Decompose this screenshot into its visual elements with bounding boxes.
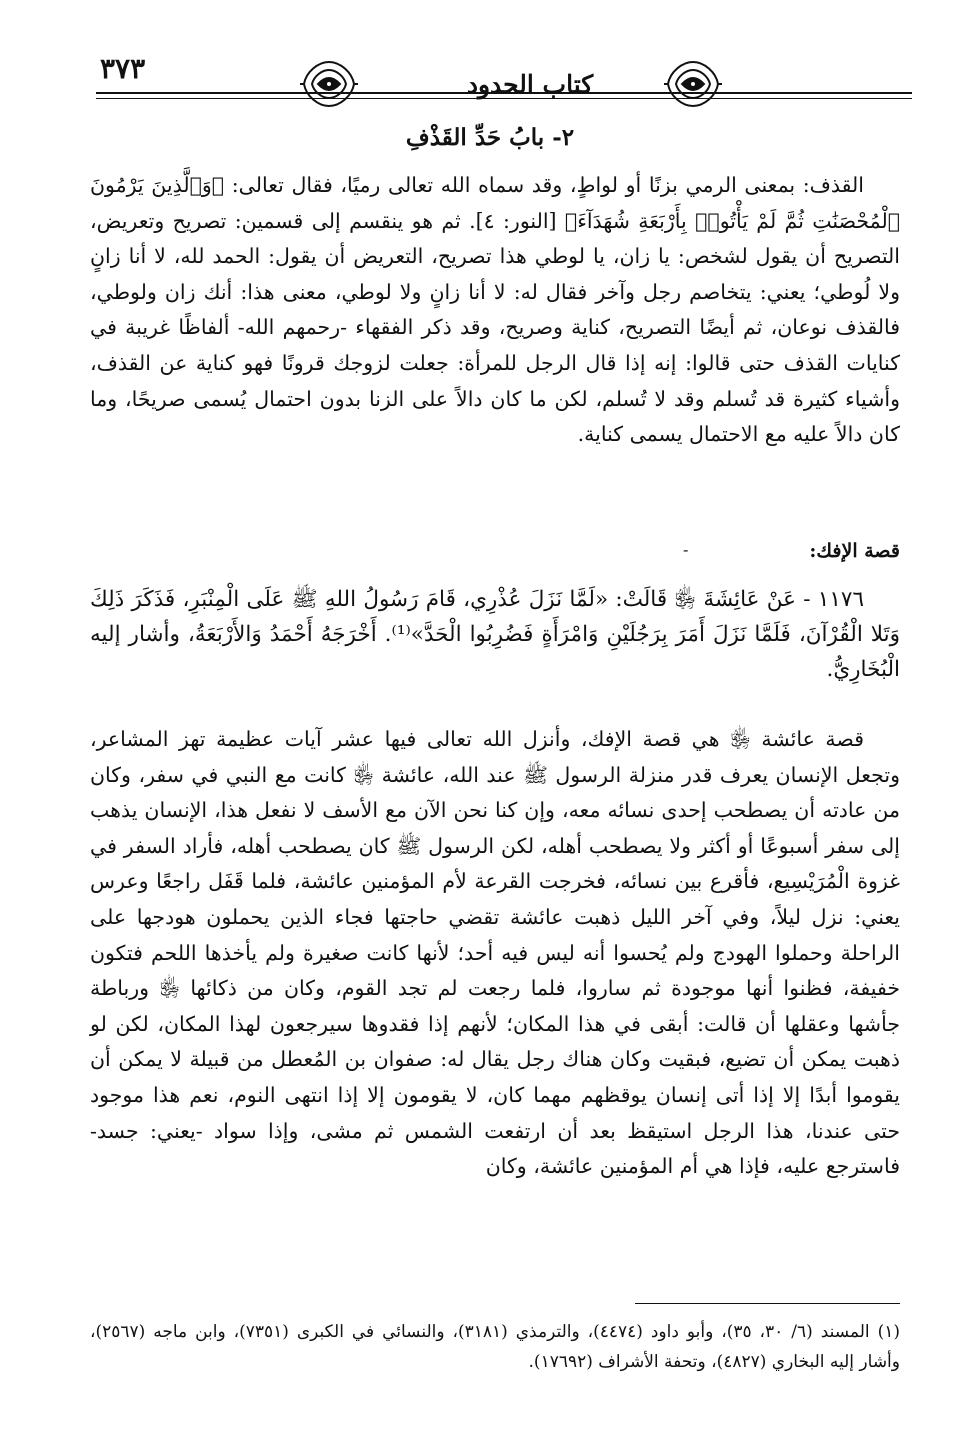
left-ornament-icon: [300, 58, 358, 110]
section-heading: قصة الإفك:: [809, 540, 900, 562]
page-number: ٣٧٣: [100, 52, 146, 85]
right-ornament-icon: [664, 58, 722, 110]
intro-text: القذف: بمعنى الرمي بزنًا أو لواطٍ، وقد سماه الله تعالى رميًا، فقال تعالى: ﴿وَٱلَّذِينَ يَرْمُونَ ٱلْمُحْصَنَٰتِ ثُمَّ لَمْ يَأْتُوا۟ بِأَرْبَعَةِ شُهَدَآءَ﴾ [النور: ٤]. ثم هو ينقسم إلى قسمين: تصريح وتعريض، التصريح أن يقول لشخص: يا زان، يا لوطي هذا تصريح، التعريض أن يقول: الحمد لله، لا أنا زانٍ ولا لُوطي؛ يعني: يتخاصم رجل وآخر فقال له: لا أنا زانٍ ولا لوطي، معنى هذا: أنك زان ولوطي، فالقذف نوعان، ثم أيضًا التصريح، كناية وصريح، وقد ذكر الفقهاء -رحمهم الله- ألفاظًا غريبة في كنايات القذف حتى قالوا: إنه إذا قال الرجل للمرأة: جعلت لزوجك قرونًا فهو كناية عن القذف، وأشياء كثيرة قد تُسلم وقد لا تُسلم، لكن ما كان دالاً على الزنا بدون احتمال يُسمى صريحًا، وما كان دالاً عليه مع الاحتمال يسمى كناية.: [90, 173, 900, 447]
footnote-text: (١) المسند (٦/ ٣٠، ٣٥)، وأبو داود (٤٤٧٤)، والترمذي (٣١٨١)، والنسائي في الكبرى (٧٣٥١)، وابن ماجه (٢٥٦٧)، وأشار إليه البخاري (٤٨٢٧)، وتحفة الأشراف (١٧٦٩٢).: [90, 1322, 900, 1372]
book-title: كتاب الحدود: [466, 70, 594, 99]
header-rule: [96, 92, 912, 99]
story-paragraph: [90, 722, 900, 1185]
intro-paragraph: [90, 168, 900, 453]
footnote-rule: [635, 1303, 900, 1304]
chapter-title: ٢- بابُ حَدِّ القَذْفِ: [405, 124, 575, 151]
footnote: [90, 1317, 900, 1377]
story-text: قصة عائشة ﵂ هي قصة الإفك، وأنزل الله تعالى فيها عشر آيات عظيمة تهز المشاعر، وتجعل الإنسان يعرف قدر منزلة الرسول ﷺ عند الله، عائشة ﵂ كانت مع النبي في سفر، وكان من عادته أن يصطحب إحدى نسائه معه، وإن كنا نحن الآن مع الأسف لا نفعل هذا، الإنسان يذهب إلى سفر أسبوعًا أو أكثر ولا يصطحب أهله، لكن الرسول ﷺ كان يصطحب أهله، فأراد السفر في غزوة الْمُرَيْسِيع، فأقرع بين نسائه، فخرجت القرعة لأم المؤمنين عائشة، فلما قَفَل راجعًا وعرس يعني: نزل ليلاً، وفي آخر الليل ذهبت عائشة تقضي حاجتها فجاء الذين يحملون هودجها على الراحلة وحملوا الهودج ولم يُحسوا أنه ليس فيه أحد؛ لأنها كانت صغيرة ولم يأخذها اللحم فتكون خفيفة، فظنوا أنها موجودة ثم ساروا، فلما رجعت لم تجد القوم، وكان من ذكائها ﵂ ورباطة جأشها وعقلها أن قالت: أبقى في هذا المكان؛ لأنهم إذا فقدوها سيرجعون لهذا المكان، لكن لو ذهبت يمكن أن تضيع، فبقيت وكان هناك رجل يقال له: صفوان بن المُعطل من قبيلة لا يمكن أن يقوموا أبدًا إلا إذا أتى إنسان يوقظهم مهما كان، لا يقومون إلا إذا انتهى النوم، نعم هذا موجود حتى عندنا، هذا الرجل استيقظ بعد أن ارتفعت الشمس ثم مشى، وإذا سواد -يعني: جسد- فاسترجع عليه، فإذا هي أم المؤمنين عائشة، وكان: [90, 727, 900, 1179]
hadith-paragraph: [90, 582, 900, 687]
dash-mark: -: [683, 540, 689, 559]
hadith-text: ١١٧٦ - عَنْ عَائِشَةَ ﵂ قَالَتْ: «لَمَّا نَزَلَ عُذْرِي، قَامَ رَسُولُ اللهِ ﷺ عَلَى الْمِنْبَرِ، فَذَكَرَ ذَلِكَ وَتَلا الْقُرْآنَ، فَلَمَّا نَزَلَ أَمَرَ بِرَجُلَيْنِ وَامْرَأَةٍ فَضُرِبُوا الْحَدَّ»⁽¹⁾. أَخْرَجَهُ أَحْمَدُ وَالأَرْبَعَةُ، وأشار إليه الْبُخَارِيُّ.: [90, 587, 901, 682]
